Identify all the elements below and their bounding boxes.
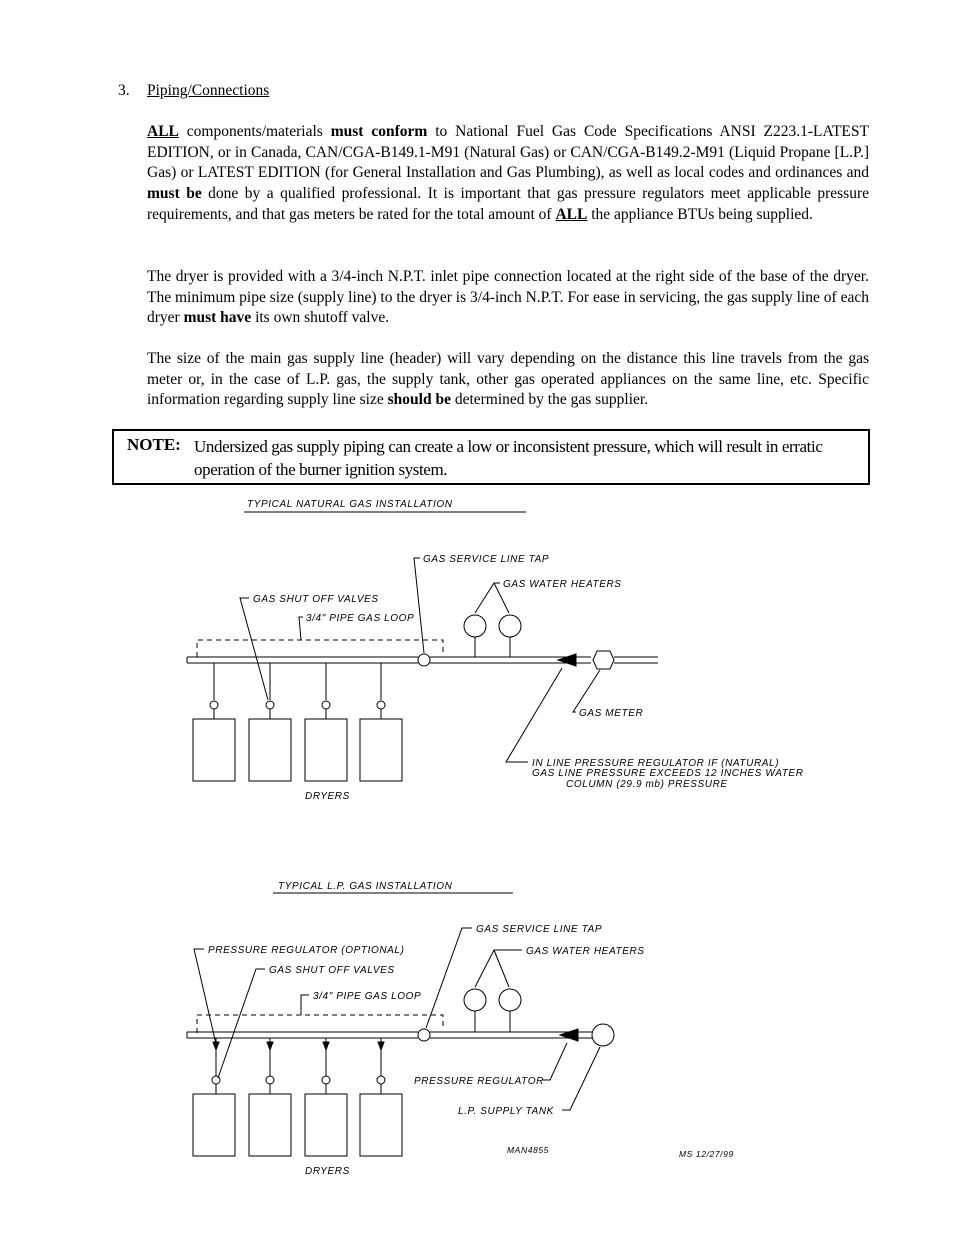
pipe-gas-loop <box>197 640 443 657</box>
water-heater <box>464 615 486 637</box>
pipe-loop-label: 3/4" PIPE GAS LOOP <box>306 613 415 624</box>
text-run: components/materials <box>178 123 331 140</box>
dryers-label: DRYERS <box>305 1166 350 1177</box>
water-heaters-label: GAS WATER HEATERS <box>526 946 645 957</box>
must-conform-emphasis: must conform <box>330 123 428 140</box>
service-tap-label: GAS SERVICE LINE TAP <box>476 924 603 935</box>
shut-off-valves-label: GAS SHUT OFF VALVES <box>253 594 379 605</box>
note-text: Undersized gas supply piping can create a low or inconsistent pressure, which will result in erratic operation of the burner ignition system. <box>194 437 823 479</box>
water-heater <box>499 615 521 637</box>
natural-gas-diagram <box>187 499 804 802</box>
must-be-emphasis: must be <box>147 185 202 203</box>
gas-meter-label: GAS METER <box>579 708 644 719</box>
manual-code: MAN4855 <box>507 1145 549 1155</box>
text-run: The dryer is provided with a 3/4-inch N.P.T. inlet pipe connection located at the right side of the base of the dryer. The minimum pipe size (supply line) to the dryer is 3/4-inch N.P.T. For ease in servicing, the gas supply line of each dryer <box>147 268 869 327</box>
water-heater <box>499 989 521 1011</box>
regulator-label-line-1: IN LINE PRESSURE REGULATOR IF (NATURAL) <box>532 758 780 769</box>
dryer-drops <box>212 1038 385 1094</box>
regulator-arrow <box>558 654 576 666</box>
regulator-label-line-3: COLUMN (29.9 mb) PRESSURE <box>566 779 728 790</box>
regulator-label-line-2: GAS LINE PRESSURE EXCEEDS 12 INCHES WATER <box>532 768 804 779</box>
dryer <box>305 719 347 781</box>
all-emphasis: ALL <box>147 123 179 140</box>
text-run: determined by the gas supplier. <box>450 391 649 409</box>
natural-gas-title: TYPICAL NATURAL GAS INSTALLATION <box>247 499 453 510</box>
gas-meter-icon <box>593 651 614 669</box>
pressure-regulator-label: PRESSURE REGULATOR <box>414 1076 544 1087</box>
text-run: The size of the main gas supply line (header) will vary depending on the distance this line travels from the gas meter or, in the case of L.P. gas, the supply tank, other gas operated appliances on the same line, etc. Specific information regarding supply line size <box>147 350 869 409</box>
regulator-arrow <box>560 1029 578 1041</box>
should-be-emphasis: should be <box>387 391 451 409</box>
pipe-loop-label: 3/4" PIPE GAS LOOP <box>313 991 422 1002</box>
dryer <box>249 1094 291 1156</box>
all-emphasis: ALL <box>555 205 588 223</box>
lp-supply-tank-icon <box>592 1024 614 1046</box>
dryer <box>193 719 235 781</box>
date-code: MS 12/27/99 <box>679 1149 734 1159</box>
dryer-drops <box>210 663 385 719</box>
dryer <box>360 719 402 781</box>
service-tap-label: GAS SERVICE LINE TAP <box>423 554 550 565</box>
section-number: 3. <box>118 82 130 99</box>
text-run: its own shutoff valve. <box>251 309 390 327</box>
text-run: to National Fuel Gas Code Specifications ANSI Z223.1-LATEST EDITION, or in Canada, CAN/CGA-B149.1-M91 (Natural Gas) or CAN/CGA-B149.2-M91 (Liquid Propane [L.P.] Gas) or LATEST EDITION (for General Installation and Gas Plumbing), as well as local codes and ordinances and <box>147 123 869 182</box>
water-heaters-label: GAS WATER HEATERS <box>503 579 622 590</box>
dryer <box>249 719 291 781</box>
dryer <box>305 1094 347 1156</box>
lp-gas-diagram <box>187 881 734 1177</box>
shut-off-valves-label: GAS SHUT OFF VALVES <box>269 965 395 976</box>
dryer <box>193 1094 235 1156</box>
service-tap-valve <box>418 1029 430 1041</box>
lp-gas-title: TYPICAL L.P. GAS INSTALLATION <box>278 881 453 892</box>
dryers-label: DRYERS <box>305 791 350 802</box>
water-heater <box>464 989 486 1011</box>
service-tap-valve <box>418 654 430 666</box>
text-run: the appliance BTUs being supplied. <box>587 205 813 223</box>
pressure-regulator-optional-label: PRESSURE REGULATOR (OPTIONAL) <box>208 945 405 956</box>
lp-supply-tank-label: L.P. SUPPLY TANK <box>458 1106 554 1117</box>
must-have-emphasis: must have <box>183 309 252 327</box>
text-run: done by a qualified professional. It is important that gas pressure regulators meet applicable pressure requirements, and that gas meters be rated for the total amount of <box>147 185 869 223</box>
dryer <box>360 1094 402 1156</box>
note-label: NOTE: <box>127 435 181 454</box>
section-title: Piping/Connections <box>147 82 270 99</box>
pipe-gas-loop <box>197 1015 443 1033</box>
